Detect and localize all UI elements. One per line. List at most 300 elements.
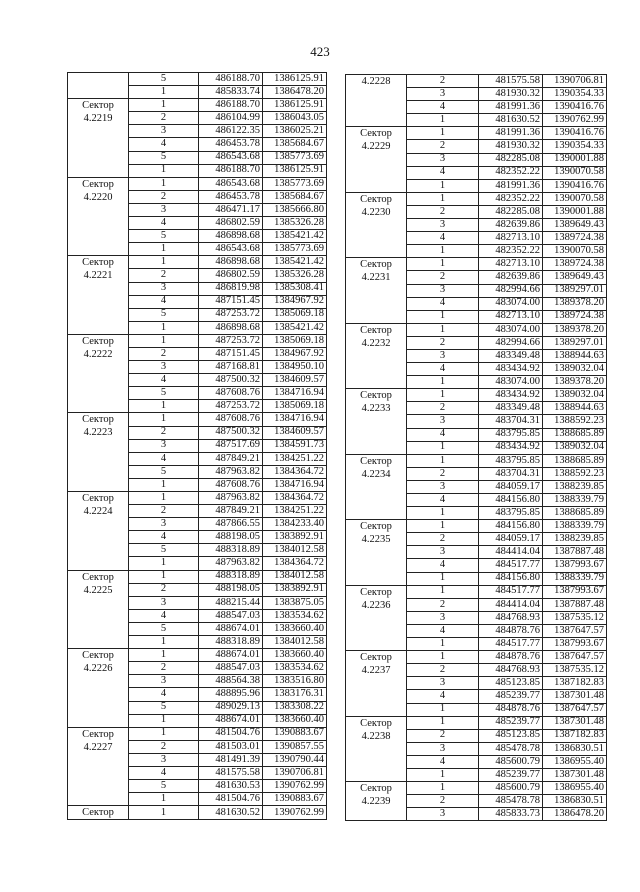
point-number: 2 [407,533,479,546]
y-coordinate: 1384251.22 [263,452,327,465]
table-row [346,454,607,467]
x-coordinate: 487168.81 [199,361,263,374]
point-number: 5 [129,622,199,635]
sector-cell [68,73,129,99]
x-coordinate: 488318.89 [199,636,263,649]
x-coordinate: 485600.79 [479,755,543,768]
x-coordinate: 481630.52 [479,114,543,127]
y-coordinate: 1390706.81 [543,75,607,88]
point-number: 4 [129,374,199,387]
x-coordinate: 487849.21 [199,452,263,465]
x-coordinate: 487517.69 [199,439,263,452]
point-number: 1 [407,782,479,795]
point-number: 2 [129,662,199,675]
x-coordinate: 486898.68 [199,256,263,269]
point-number: 4 [129,138,199,151]
y-coordinate: 1386025.21 [263,125,327,138]
x-coordinate: 482994.66 [479,284,543,297]
x-coordinate: 488318.89 [199,544,263,557]
x-coordinate: 488198.05 [199,531,263,544]
x-coordinate: 484156.80 [479,572,543,585]
point-number: 4 [129,688,199,701]
point-number: 4 [129,609,199,622]
point-number: 3 [407,546,479,559]
y-coordinate: 1385773.69 [263,243,327,256]
y-coordinate: 1389032.04 [543,389,607,402]
coordinates-table-left [67,72,327,820]
y-coordinate: 1384233.40 [263,518,327,531]
y-coordinate: 1385684.67 [263,190,327,203]
sector-number: 4.2229 [361,141,391,153]
x-coordinate: 483349.48 [479,402,543,415]
y-coordinate: 1384012.58 [263,570,327,583]
x-coordinate: 487608.76 [199,387,263,400]
point-number: 1 [407,258,479,271]
sector-number: 4.2222 [83,348,113,360]
x-coordinate: 483704.31 [479,467,543,480]
x-coordinate: 481930.32 [479,140,543,153]
point-number: 4 [129,531,199,544]
x-coordinate: 483074.00 [479,376,543,389]
table-row [68,413,327,426]
table-body-left [68,73,327,820]
sector-word: Сектор [360,259,392,271]
x-coordinate: 484517.77 [479,638,543,651]
point-number: 4 [407,166,479,179]
sector-number: 4.2226 [83,663,113,675]
table-row [68,806,327,820]
point-number: 1 [407,703,479,716]
x-coordinate: 487500.32 [199,374,263,387]
point-number: 2 [407,598,479,611]
point-number: 4 [129,766,199,779]
point-number: 1 [129,557,199,570]
y-coordinate: 1384967.92 [263,347,327,360]
y-coordinate: 1388685.89 [543,507,607,520]
table-row [68,73,327,86]
point-number: 4 [407,297,479,310]
point-number: 1 [407,454,479,467]
x-coordinate: 481630.52 [199,806,263,820]
point-number: 1 [407,114,479,127]
sector-number: 4.2230 [361,206,391,218]
point-number: 1 [407,638,479,651]
x-coordinate: 481503.01 [199,740,263,753]
y-coordinate: 1383892.91 [263,531,327,544]
point-number: 3 [129,439,199,452]
x-coordinate: 484156.80 [479,494,543,507]
sector-cell [346,782,407,821]
x-coordinate: 482713.10 [479,232,543,245]
y-coordinate: 1389032.04 [543,363,607,376]
point-number: 4 [129,295,199,308]
y-coordinate: 1386043.05 [263,112,327,125]
sector-number: 4.2237 [361,665,391,677]
x-coordinate: 482639.86 [479,219,543,232]
y-coordinate: 1384364.72 [263,557,327,570]
x-coordinate: 481991.36 [479,127,543,140]
point-number: 4 [407,232,479,245]
y-coordinate: 1387647.57 [543,651,607,664]
point-number: 1 [129,793,199,806]
x-coordinate: 486543.68 [199,243,263,256]
y-coordinate: 1385326.28 [263,217,327,230]
x-coordinate: 486188.70 [199,164,263,177]
sector-word: Сектор [82,571,114,583]
sector-word: Сектор [360,128,392,140]
point-number: 2 [407,795,479,808]
x-coordinate: 481491.39 [199,753,263,766]
x-coordinate: 484768.93 [479,611,543,624]
y-coordinate: 1385666.80 [263,203,327,216]
table-row [346,258,607,271]
table-row [68,570,327,583]
point-number: 1 [129,478,199,491]
y-coordinate: 1387301.48 [543,690,607,703]
sector-number: 4.2233 [361,403,391,415]
x-coordinate: 483704.31 [479,415,543,428]
x-coordinate: 482639.86 [479,271,543,284]
sector-number: 4.2235 [361,534,391,546]
x-coordinate: 487963.82 [199,492,263,505]
x-coordinate: 485123.85 [479,729,543,742]
x-coordinate: 487151.45 [199,347,263,360]
y-coordinate: 1386955.40 [543,782,607,795]
sector-cell [68,492,129,571]
y-coordinate: 1387647.57 [543,703,607,716]
point-number: 1 [129,321,199,334]
y-coordinate: 1390070.58 [543,192,607,205]
y-coordinate: 1388592.23 [543,467,607,480]
y-coordinate: 1390354.33 [543,88,607,101]
x-coordinate: 481504.76 [199,727,263,740]
point-number: 3 [407,88,479,101]
y-coordinate: 1384716.94 [263,478,327,491]
x-coordinate: 484156.80 [479,520,543,533]
table-row [346,323,607,336]
x-coordinate: 485833.74 [199,86,263,99]
x-coordinate: 485478.78 [479,742,543,755]
table-body-right [346,75,607,821]
y-coordinate: 1386830.51 [543,742,607,755]
point-number: 5 [129,230,199,243]
y-coordinate: 1388685.89 [543,428,607,441]
x-coordinate: 484059.17 [479,480,543,493]
x-coordinate: 483795.85 [479,507,543,520]
sector-word: Сектор [82,178,114,190]
point-number: 1 [407,585,479,598]
y-coordinate: 1387535.12 [543,611,607,624]
point-number: 5 [129,308,199,321]
sector-word: Сектор [360,717,392,729]
point-number: 3 [407,284,479,297]
sector-word: Сектор [82,100,114,112]
x-coordinate: 482994.66 [479,336,543,349]
point-number: 1 [129,570,199,583]
sector-cell [346,585,407,650]
point-number: 1 [407,441,479,454]
sector-word: Сектор [360,455,392,467]
y-coordinate: 1387182.83 [543,729,607,742]
point-number: 5 [129,387,199,400]
x-coordinate: 482713.10 [479,258,543,271]
y-coordinate: 1383660.40 [263,622,327,635]
sector-number: 4.2238 [361,730,391,742]
x-coordinate: 487253.72 [199,308,263,321]
x-coordinate: 487608.76 [199,478,263,491]
point-number: 1 [407,651,479,664]
x-coordinate: 486453.78 [199,190,263,203]
y-coordinate: 1389032.04 [543,441,607,454]
x-coordinate: 488674.01 [199,714,263,727]
sector-cell [68,99,129,178]
x-coordinate: 481575.58 [199,766,263,779]
point-number: 3 [407,219,479,232]
sector-number: 4.2232 [361,337,391,349]
x-coordinate: 483349.48 [479,349,543,362]
point-number: 2 [129,112,199,125]
point-number: 2 [129,269,199,282]
table-row [68,99,327,112]
y-coordinate: 1389724.38 [543,310,607,323]
point-number: 1 [129,636,199,649]
point-number: 3 [129,596,199,609]
x-coordinate: 484878.76 [479,651,543,664]
sector-cell [68,334,129,413]
point-number: 3 [407,611,479,624]
point-number: 5 [129,780,199,793]
sector-number: 4.2231 [361,272,391,284]
table-row [346,75,607,88]
point-number: 1 [129,492,199,505]
sector-word: Сектор [82,493,114,504]
x-coordinate: 488318.89 [199,570,263,583]
y-coordinate: 1387887.48 [543,598,607,611]
sector-word: Сектор [82,650,114,662]
point-number: 4 [407,624,479,637]
table-row [68,256,327,269]
point-number: 1 [129,256,199,269]
point-number: 2 [407,205,479,218]
y-coordinate: 1389378.20 [543,323,607,336]
y-coordinate: 1387182.83 [543,677,607,690]
y-coordinate: 1386125.91 [263,99,327,112]
y-coordinate: 1383308.22 [263,701,327,714]
point-number: 1 [129,86,199,99]
point-number: 1 [129,649,199,662]
point-number: 3 [129,125,199,138]
x-coordinate: 488547.03 [199,662,263,675]
table-row [346,716,607,729]
sector-cell [68,413,129,492]
point-number: 5 [129,73,199,86]
point-number: 3 [129,675,199,688]
point-number: 1 [407,716,479,729]
point-number: 4 [407,755,479,768]
x-coordinate: 488564.38 [199,675,263,688]
table-row [68,649,327,662]
point-number: 2 [407,729,479,742]
point-number: 2 [407,402,479,415]
y-coordinate: 1384716.94 [263,413,327,426]
x-coordinate: 482352.22 [479,166,543,179]
y-coordinate: 1387301.48 [543,768,607,781]
sector-number: 4.2220 [83,191,113,203]
y-coordinate: 1389724.38 [543,232,607,245]
y-coordinate: 1388944.63 [543,349,607,362]
y-coordinate: 1385069.18 [263,400,327,413]
point-number: 3 [407,415,479,428]
y-coordinate: 1388944.63 [543,402,607,415]
y-coordinate: 1386478.20 [543,808,607,821]
x-coordinate: 486188.70 [199,73,263,86]
sector-word: Сектор [82,414,114,426]
point-number: 5 [129,151,199,164]
point-number: 1 [129,727,199,740]
y-coordinate: 1387887.48 [543,546,607,559]
y-coordinate: 1390070.58 [543,245,607,258]
x-coordinate: 482285.08 [479,153,543,166]
sector-cell [346,716,407,781]
sector-cell [68,570,129,649]
sector-cell [346,389,407,454]
y-coordinate: 1390070.58 [543,166,607,179]
y-coordinate: 1389378.20 [543,376,607,389]
x-coordinate: 488674.01 [199,649,263,662]
sector-word: Сектор [82,728,114,740]
point-number: 3 [129,203,199,216]
point-number: 2 [407,271,479,284]
sector-cell [346,192,407,257]
y-coordinate: 1385421.42 [263,230,327,243]
sector-cell [346,258,407,323]
table-row [346,520,607,533]
point-number: 1 [129,334,199,347]
x-coordinate: 484517.77 [479,585,543,598]
coordinates-table-right [345,74,607,821]
y-coordinate: 1383516.80 [263,675,327,688]
x-coordinate: 485478.78 [479,795,543,808]
point-number: 1 [129,714,199,727]
sector-word: Сектор [360,783,392,795]
point-number: 4 [407,559,479,572]
y-coordinate: 1383534.62 [263,662,327,675]
sector-word: Сектор [360,390,392,402]
table-row [346,585,607,598]
point-number: 3 [129,282,199,295]
y-coordinate: 1389649.43 [543,271,607,284]
y-coordinate: 1390790.44 [263,753,327,766]
point-number: 2 [407,75,479,88]
y-coordinate: 1385773.69 [263,177,327,190]
sector-number: 4.2223 [83,427,113,439]
x-coordinate: 486802.59 [199,269,263,282]
table-row [346,192,607,205]
y-coordinate: 1390762.99 [263,806,327,820]
sector-number: 4.2239 [361,796,391,808]
sector-number: 4.2219 [83,113,113,125]
x-coordinate: 485123.85 [479,677,543,690]
x-coordinate: 487253.72 [199,334,263,347]
x-coordinate: 483434.92 [479,363,543,376]
y-coordinate: 1385684.67 [263,138,327,151]
point-number: 1 [407,323,479,336]
sector-word: Сектор [82,335,114,347]
y-coordinate: 1388685.89 [543,454,607,467]
y-coordinate: 1388239.85 [543,480,607,493]
x-coordinate: 481504.76 [199,793,263,806]
y-coordinate: 1389378.20 [543,297,607,310]
y-coordinate: 1384364.72 [263,492,327,505]
point-number: 1 [129,400,199,413]
point-number: 5 [129,544,199,557]
table-row [68,727,327,740]
sector-cell [68,649,129,728]
point-number: 1 [129,413,199,426]
y-coordinate: 1389724.38 [543,258,607,271]
sector-number: 4.2236 [361,599,391,611]
point-number: 1 [129,243,199,256]
x-coordinate: 482285.08 [479,205,543,218]
y-coordinate: 1384364.72 [263,465,327,478]
x-coordinate: 486122.35 [199,125,263,138]
x-coordinate: 486819.98 [199,282,263,295]
point-number: 2 [407,467,479,480]
x-coordinate: 487963.82 [199,465,263,478]
x-coordinate: 482352.22 [479,192,543,205]
x-coordinate: 483795.85 [479,428,543,441]
sector-number: 4.2221 [83,270,113,282]
point-number: 2 [129,583,199,596]
sector-word: Сектор [360,652,392,664]
x-coordinate: 481575.58 [479,75,543,88]
x-coordinate: 482713.10 [479,310,543,323]
point-number: 1 [407,520,479,533]
x-coordinate: 483434.92 [479,441,543,454]
x-coordinate: 487849.21 [199,505,263,518]
point-number: 1 [407,245,479,258]
y-coordinate: 1384012.58 [263,636,327,649]
y-coordinate: 1386830.51 [543,795,607,808]
sector-number: 4.2228 [361,76,391,87]
y-coordinate: 1390416.76 [543,179,607,192]
point-number: 2 [407,664,479,677]
y-coordinate: 1390001.88 [543,205,607,218]
point-number: 3 [129,361,199,374]
point-number: 1 [407,572,479,585]
point-number: 3 [407,677,479,690]
page-number: 423 [310,44,330,59]
x-coordinate: 486104.99 [199,112,263,125]
y-coordinate: 1384251.22 [263,505,327,518]
point-number: 4 [407,690,479,703]
y-coordinate: 1390762.99 [543,114,607,127]
sector-cell [68,727,129,806]
y-coordinate: 1385326.28 [263,269,327,282]
point-number: 3 [129,518,199,531]
x-coordinate: 483074.00 [479,323,543,336]
point-number: 1 [407,127,479,140]
point-number: 1 [407,507,479,520]
y-coordinate: 1388339.79 [543,494,607,507]
x-coordinate: 485600.79 [479,782,543,795]
y-coordinate: 1384950.10 [263,361,327,374]
sector-cell [346,454,407,519]
point-number: 2 [129,505,199,518]
y-coordinate: 1388339.79 [543,520,607,533]
table-row [68,334,327,347]
point-number: 3 [129,753,199,766]
